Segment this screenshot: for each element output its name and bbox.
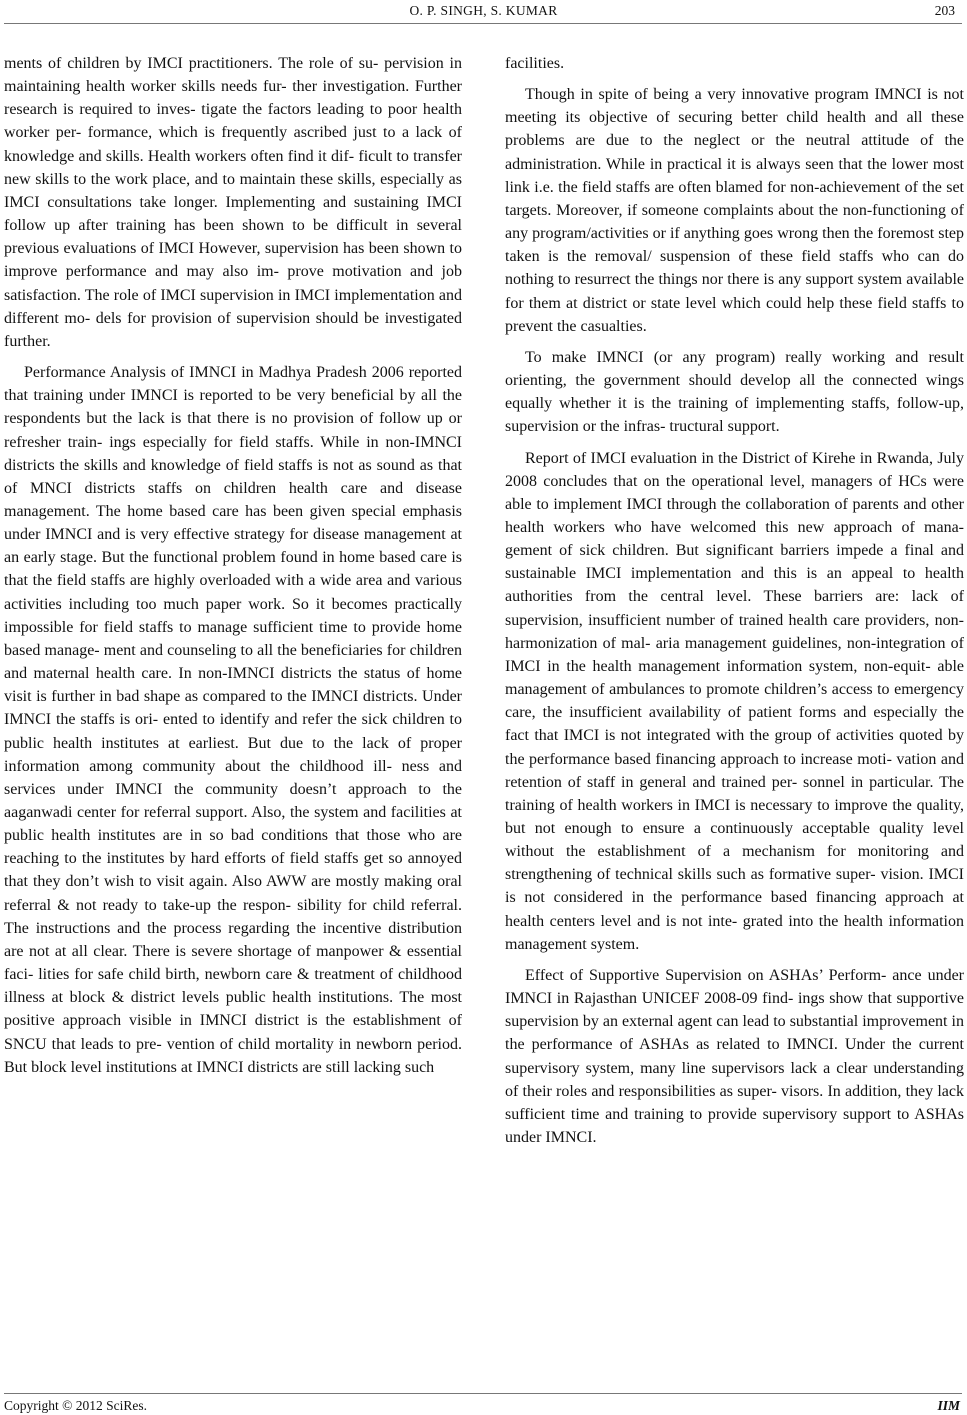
left-column bbox=[4, 52, 462, 1079]
header-rule bbox=[4, 23, 962, 24]
right-column bbox=[505, 52, 964, 1149]
page-number: 203 bbox=[934, 3, 955, 18]
page-footer bbox=[4, 1398, 962, 1414]
paragraph: To make IMNCI (or any program) really working and result orienting, the government should develop all the connected wings equally whether it is the training of implementing staffs, follow-up, supervision or the infras- tructural support. bbox=[505, 348, 964, 436]
paragraph: ments of children by IMCI practitioners. The role of su- pervision in maintaining health worker skills needs fur- ther investigation. Further research is required to inves- tigate the factors leading to poor health worker per- formance, which is frequently ascribed just to a lack of knowledge and skills. Health workers often find it dif- ficult to transfer new skills to the work place, and to maintain these skills, especially as IMCI consultations take longer. Implementing and sustaining IMCI follow up after training has been shown to be difficult in several previous evaluations of IMCI However, supervision has been shown to improve performance and may also im- prove motivation and job satisfaction. The role of IMCI supervision in IMCI implementation and different mo- dels for provision of supervision should be investigated further. bbox=[4, 55, 462, 350]
copyright-notice: Copyright © 2012 SciRes. bbox=[4, 1398, 148, 1413]
paragraph: Effect of Supportive Supervision on ASHAs’ Perform- ance under IMNCI in Rajasthan UNICEF 2008-09 find- ings show that supportive supervision by an external agent can lead to substantial improvement in the performance of ASHAs as related to IMNCI. Under the current supervisory system, many line supervisors lack a clear understanding of their roles and responsibilities as super- visors. In addition, they lack sufficient time and training to provide supervisory support to ASHAs under IMNCI. bbox=[505, 966, 964, 1147]
journal-abbreviation: IIM bbox=[937, 1398, 960, 1413]
paragraph: facilities. bbox=[505, 55, 565, 72]
paragraph: Though in spite of being a very innovative program IMNCI is not meeting its objective of securing better child health and all these problems are due to the neglect or the neutral attitude of the administration. While in practical it is always seen that the lower most link i.e. the field staffs are often blamed for non-achievement of the set targets. Moreover, if someone complaints about the non-functioning of any program/activities or if anything goes wrong then the foremost step taken is the removal/ suspension of these field staffs who can do nothing to resurrect the things nor there is any support system available for them at district or state level which could help these field staffs to prevent the casualties. bbox=[505, 86, 964, 335]
paragraph: Report of IMCI evaluation in the District of Kirehe in Rwanda, July 2008 concludes that on the operational level, managers of HCs were able to implement IMCI through the collaboration of parents and other health workers who have welcomed this new approach of mana- gement of sick children. But significant barriers impede a final and sustainable IMCI implementation and this is an appeal to health authorities from the central level. These barriers are: lack of supervision, insufficient number of trained health care providers, non-harmonization of mal- aria management guidelines, non-integration of IMCI in the health management information system, non-equit- able management of ambulances to promote children’s access to emergency care, the insufficient availability of patient forms and especially the fact that IMCI is not integrated with the group of activities quoted by the performance based financing approach to increase moti- vation and retention of staff in general and trained per- sonnel in particular. The training of health workers in IMCI is necessary to improve the quality, but not enough to ensure a continuously acceptable quality level without the establishment of a mechanism for monitoring and strengthening of technical skills such as formative super- vision. IMCI is not considered in the performance based financing approach at health centers level and is not inte- grated into the health information management system. bbox=[505, 449, 964, 953]
footer-rule bbox=[4, 1393, 962, 1394]
running-header bbox=[0, 3, 967, 25]
header-authors: O. P. SINGH, S. KUMAR bbox=[409, 3, 558, 18]
paragraph: Performance Analysis of IMNCI in Madhya Pradesh 2006 reported that training under IMNCI is reported to be very beneficial by all the respondents but the lack is that there is no provision of follow up or refresher train- ings especially for field staffs. While in non-IMNCI districts the skills and knowledge of field staffs is not as sound as that of MNCI districts staffs on children health care and disease management. The home based care has been given special emphasis under IMNCI and is very effective strategy for disease management at an early stage. But the functional problem found in home based care is that the field staffs are highly overloaded with a wide area and various activities including too much paper work. So it becomes practically impossible for field staffs to manage sufficient time to provide home based manage- ment and counseling to all the beneficiaries for children and maternal health care. In non-IMNCI districts the status of home visit is further in bad shape as compared to the IMNCI districts. Under IMNCI the staffs is ori- ented to identify and refer the sick children to public health institutes at earliest. But due to the lack of proper information among community about the childhood ill- ness and services under IMNCI the community doesn’t approach to the aaganwadi center for referral support. Also, the system and facilities at public health institutes are in so bad conditions that those who are reaching to the institutes by hard efforts of field staffs get so annoyed that they don’t wish to visit again. Also AWW are mostly making oral referral & not ready to take-up the respon- sibility for child referral. The instructions and the process regarding the incentive distribution are not at all clear. There is severe shortage of manpower & essential faci- lities for safe child birth, newborn care & treatment of childhood illness at block & district levels public health institutions. The most positive approach visible in IMNCI district is the establishment of SNCU that leads to pre- vention of child mortality in newborn period. But block level institutions at IMNCI districts are still lacking such bbox=[4, 364, 462, 1076]
